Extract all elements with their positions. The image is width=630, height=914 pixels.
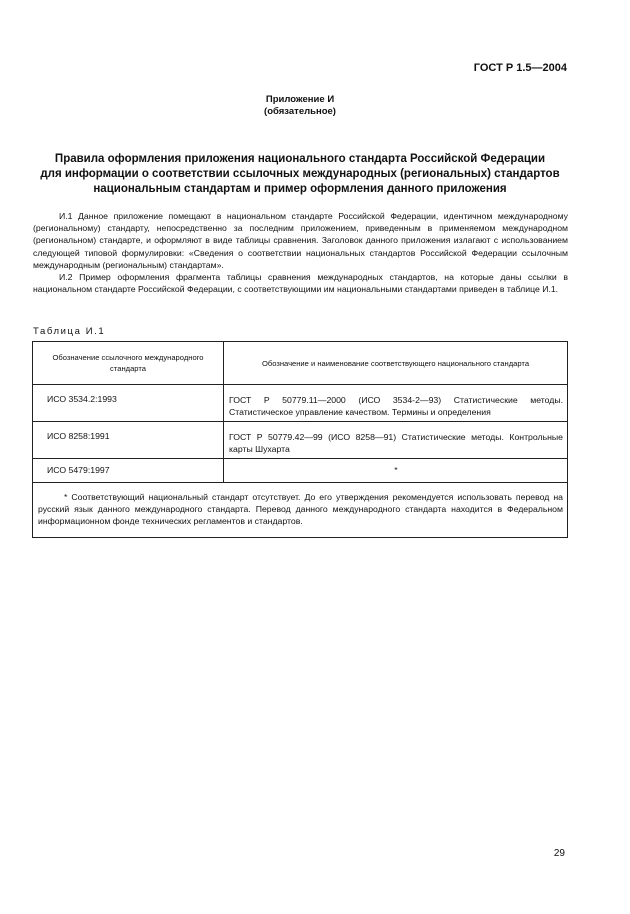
paragraph-i1: И.1 Данное приложение помещают в национальном стандарте Российской Федерации, идентичном международному (региональному) стандарту, непосредственно за последним приложением, приведенным в применяемом международном (региональном) стандарте, и оформляют в виде таблицы сравнения. Заголовок данного приложения излагают с использованием следующей типовой формулировки: «Сведения о соответствии национальных стандартов Российской Федерации ссылочным международным (региональным) стандартам». — [33, 211, 568, 270]
national-standard-description: ГОСТ Р 50779.42—99 (ИСО 8258—91) Статистические методы. Контрольные карты Шухарта — [224, 422, 568, 459]
table-caption: Таблица И.1 — [33, 326, 106, 337]
section-title-line-2: для информации о соответствии ссылочных международных (региональных) стандартов — [40, 168, 560, 180]
appendix-heading — [0, 94, 600, 118]
appendix-title: Приложение И — [265, 94, 335, 105]
header-national-standard: Обозначение и наименование соответствующего национального стандарта — [224, 342, 568, 385]
table-row — [33, 422, 568, 459]
comparison-table — [32, 341, 568, 538]
document-code: ГОСТ Р 1.5—2004 — [473, 62, 567, 74]
national-standard-description: * — [224, 459, 568, 483]
header-international-standard: Обозначение ссылочного международного стандарта — [33, 342, 224, 385]
national-standard-description: ГОСТ Р 50779.11—2000 (ИСО 3534-2—93) Статистические методы. Статистическое управление качеством. Термины и определения — [224, 385, 568, 422]
table-footnote: * Соответствующий национальный стандарт отсутствует. До его утверждения рекомендуется использовать перевод на русский язык данного международного стандарта. Перевод данного международного стандарта находится в Федеральном информационном фонде технических регламентов и стандартов. — [33, 483, 568, 538]
international-standard-code: ИСО 8258:1991 — [33, 422, 224, 459]
section-title-line-3: национальным стандартам и пример оформления данного приложения — [93, 183, 507, 195]
table-footnote-row — [33, 483, 568, 538]
page-number: 29 — [553, 848, 565, 859]
table-row — [33, 385, 568, 422]
international-standard-code: ИСО 3534.2:1993 — [33, 385, 224, 422]
table-header-row — [33, 342, 568, 385]
paragraph-i2: И.2 Пример оформления фрагмента таблицы сравнения международных стандартов, на которые даны ссылки в национальном стандарте Российской Федерации, с соответствующими им национальными стандартами приведен в таблице И.1. — [33, 272, 568, 295]
section-title-line-1: Правила оформления приложения национального стандарта Российской Федерации — [54, 153, 546, 165]
appendix-status: (обязательное) — [264, 106, 336, 117]
section-title — [40, 152, 560, 197]
table-row — [33, 459, 568, 483]
international-standard-code: ИСО 5479:1997 — [33, 459, 224, 483]
